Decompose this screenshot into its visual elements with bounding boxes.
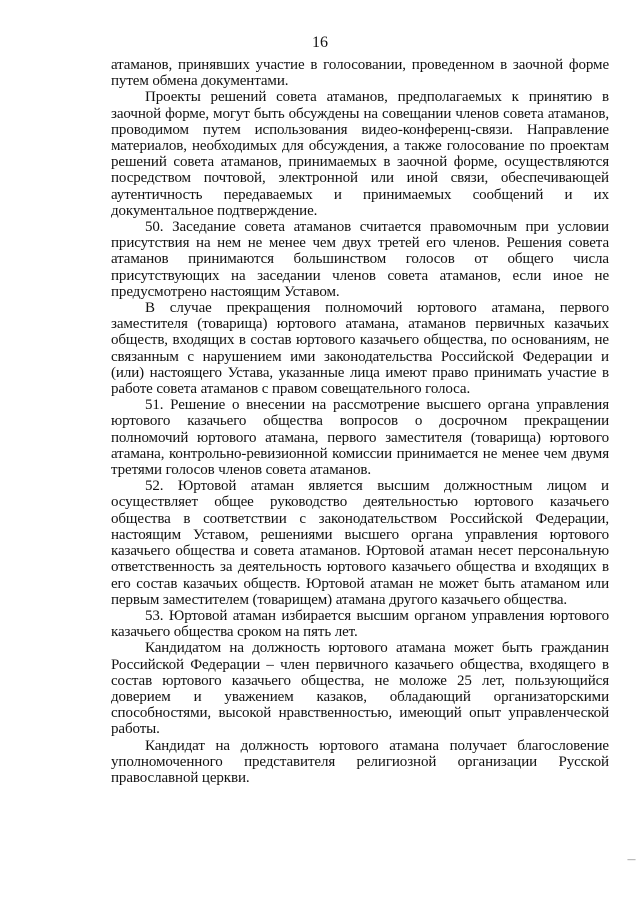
paragraph-clause-52: 52. Юртовой атаман является высшим должностным лицом и осуществляет общее руководство деятельностью юртового казачьего общества в соответствии с законодательством Российской Федерации, настоящим Уставом, решениями высшего органа управления юртового казачьего общества и совета атаманов. Юртовой атаман несет персональную ответственность за деятельность юртового казачьего общества и входящих в его состав казачьих обществ. Юртовой атаман не может быть атаманом или первым заместителем (товарищем) атамана другого казачьего общества. [111,478,609,608]
paragraph-draft-decisions: Проекты решений совета атаманов, предполагаемых к принятию в заочной форме, могут быть обсуждены на совещании членов совета атаманов, проводимом путем использования видео-конференц-связи. Направление материалов, необходимых для обсуждения, а также голосование по проектам решений совета атаманов, принимаемых в заочной форме, осуществляются посредством почтовой, электронной или иной связи, обеспечивающей аутентичность передаваемых и принимаемых сообщений и их документальное подтверждение. [111,89,609,219]
paragraph-clause-53: 53. Юртовой атаман избирается высшим органом управления юртового казачьего общества сроком на пять лет. [111,607,609,641]
paragraph-clause-51: 51. Решение о внесении на рассмотрение высшего органа управления юртового казачьего общества вопросов о досрочном прекращении полномочий юртового атамана, первого заместителя (товарища) юртового атамана, контрольно-ревизионной комиссии принимается не менее чем двумя третями голосов членов совета атаманов. [111,397,609,479]
paragraph-candidate-requirements: Кандидатом на должность юртового атамана может быть гражданин Российской Федерации – член первичного казачьего общества, входящего в состав юртового казачьего общества, не моложе 25 лет, пользующийся доверием и уважением казаков, обладающий организаторскими способностями, высокой нравственностью, имеющий опыт управленческой работы. [111,640,609,738]
page-number: 16 [312,34,328,51]
paragraph-termination-of-powers: В случае прекращения полномочий юртового атамана, первого заместителя (товарища) юртового атамана, атаманов первичных казачьих обществ, входящих в состав юртового казачьего общества, по основаниям, не связанным с нарушением ими законодательства Российской Федерации и (или) настоящего Устава, указанные лица имеют право принимать участие в работе совета атаманов с правом совещательного голоса. [111,300,609,398]
scan-edge-mark: — [627,855,636,865]
document-body [111,57,609,786]
paragraph-candidate-blessing: Кандидат на должность юртового атамана получает благословение уполномоченного представителя религиозной организации Русской православной церкви. [111,737,609,786]
paragraph-clause-50: 50. Заседание совета атаманов считается правомочным при условии присутствия на нем не менее чем двух третей его членов. Решения совета атаманов принимаются большинством голосов от общего числа присутствующих на заседании членов совета атаманов, если иное не предусмотрено настоящим Уставом. [111,219,609,300]
paragraph-continuation: атаманов, принявших участие в голосовании, проведенном в заочной форме путем обмена документами. [111,57,609,90]
